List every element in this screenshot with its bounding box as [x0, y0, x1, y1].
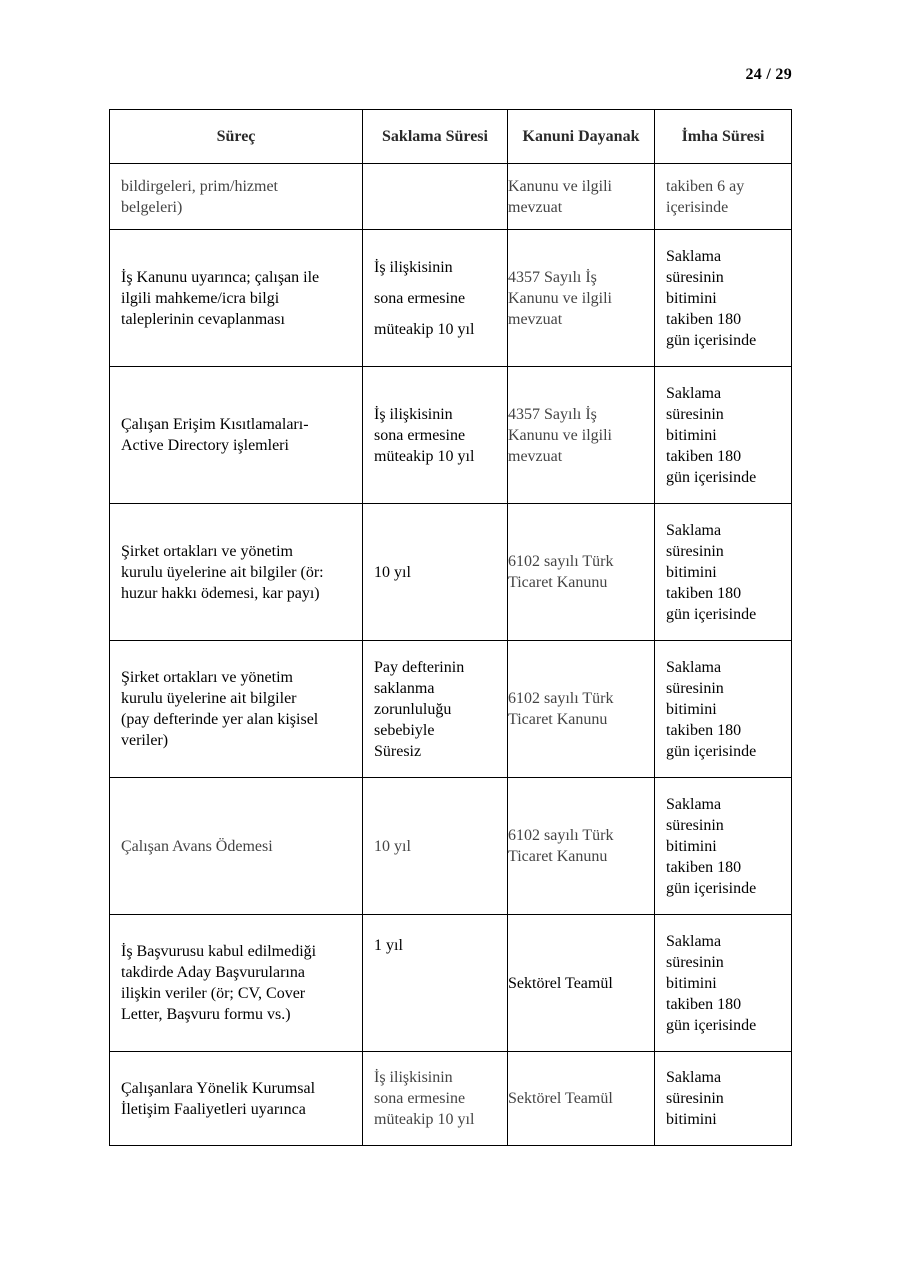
- table-header-row: [110, 110, 792, 164]
- destruction-cell: takiben 6 ay içerisinde: [655, 164, 792, 230]
- destruction-cell: Saklama süresinin bitimini takiben 180 gün içerisinde: [655, 641, 792, 778]
- process-cell: Şirket ortakları ve yönetim kurulu üyelerine ait bilgiler (pay defterinde yer alan kişisel veriler): [110, 641, 363, 778]
- legal-basis-cell: 6102 sayılı Türk Ticaret Kanunu: [508, 504, 655, 641]
- legal-basis-cell: 6102 sayılı Türk Ticaret Kanunu: [508, 778, 655, 915]
- destruction-cell: Saklama süresinin bitimini takiben 180 gün içerisinde: [655, 504, 792, 641]
- table-row: [110, 230, 792, 367]
- legal-basis-cell: 6102 sayılı Türk Ticaret Kanunu: [508, 641, 655, 778]
- legal-basis-cell: 4357 Sayılı İş Kanunu ve ilgili mevzuat: [508, 230, 655, 367]
- legal-basis-cell: Kanunu ve ilgili mevzuat: [508, 164, 655, 230]
- process-cell: İş Kanunu uyarınca; çalışan ile ilgili mahkeme/icra bilgi taleplerinin cevaplanması: [110, 230, 363, 367]
- process-cell: İş Başvurusu kabul edilmediği takdirde Aday Başvurularına ilişkin veriler (ör; CV, Cover Letter, Başvuru formu vs.): [110, 915, 363, 1052]
- process-cell: Şirket ortakları ve yönetim kurulu üyelerine ait bilgiler (ör: huzur hakkı ödemesi, kar payı): [110, 504, 363, 641]
- process-cell: Çalışanlara Yönelik Kurumsal İletişim Faaliyetleri uyarınca: [110, 1052, 363, 1146]
- table-row: [110, 164, 792, 230]
- retention-cell: 1 yıl: [363, 915, 508, 1052]
- table-row: [110, 641, 792, 778]
- retention-cell: 10 yıl: [363, 778, 508, 915]
- retention-cell: İş ilişkisinin sona ermesine müteakip 10 yıl: [363, 230, 508, 367]
- process-cell: Çalışan Erişim Kısıtlamaları- Active Directory işlemleri: [110, 367, 363, 504]
- header-destruction-period: İmha Süresi: [655, 110, 792, 164]
- header-retention-period: Saklama Süresi: [363, 110, 508, 164]
- process-cell: Çalışan Avans Ödemesi: [110, 778, 363, 915]
- process-cell: bildirgeleri, prim/hizmet belgeleri): [110, 164, 363, 230]
- legal-basis-cell: 4357 Sayılı İş Kanunu ve ilgili mevzuat: [508, 367, 655, 504]
- table-row: [110, 778, 792, 915]
- retention-cell: 10 yıl: [363, 504, 508, 641]
- table-row: [110, 504, 792, 641]
- retention-cell: [363, 164, 508, 230]
- retention-cell: Pay defterinin saklanma zorunluluğu sebebiyle Süresiz: [363, 641, 508, 778]
- page-number: 24 / 29: [745, 66, 792, 83]
- table-row: [110, 367, 792, 504]
- destruction-cell: Saklama süresinin bitimini takiben 180 gün içerisinde: [655, 778, 792, 915]
- destruction-cell: Saklama süresinin bitimini takiben 180 gün içerisinde: [655, 230, 792, 367]
- retention-cell: İş ilişkisinin sona ermesine müteakip 10 yıl: [363, 1052, 508, 1146]
- header-legal-basis: Kanuni Dayanak: [508, 110, 655, 164]
- destruction-cell: Saklama süresinin bitimini: [655, 1052, 792, 1146]
- destruction-cell: Saklama süresinin bitimini takiben 180 gün içerisinde: [655, 915, 792, 1052]
- legal-basis-cell: Sektörel Teamül: [508, 915, 655, 1052]
- retention-cell: İş ilişkisinin sona ermesine müteakip 10 yıl: [363, 367, 508, 504]
- legal-basis-cell: Sektörel Teamül: [508, 1052, 655, 1146]
- table-row: [110, 1052, 792, 1146]
- retention-table: [109, 109, 792, 1146]
- table-row: [110, 915, 792, 1052]
- header-process: Süreç: [110, 110, 363, 164]
- destruction-cell: Saklama süresinin bitimini takiben 180 gün içerisinde: [655, 367, 792, 504]
